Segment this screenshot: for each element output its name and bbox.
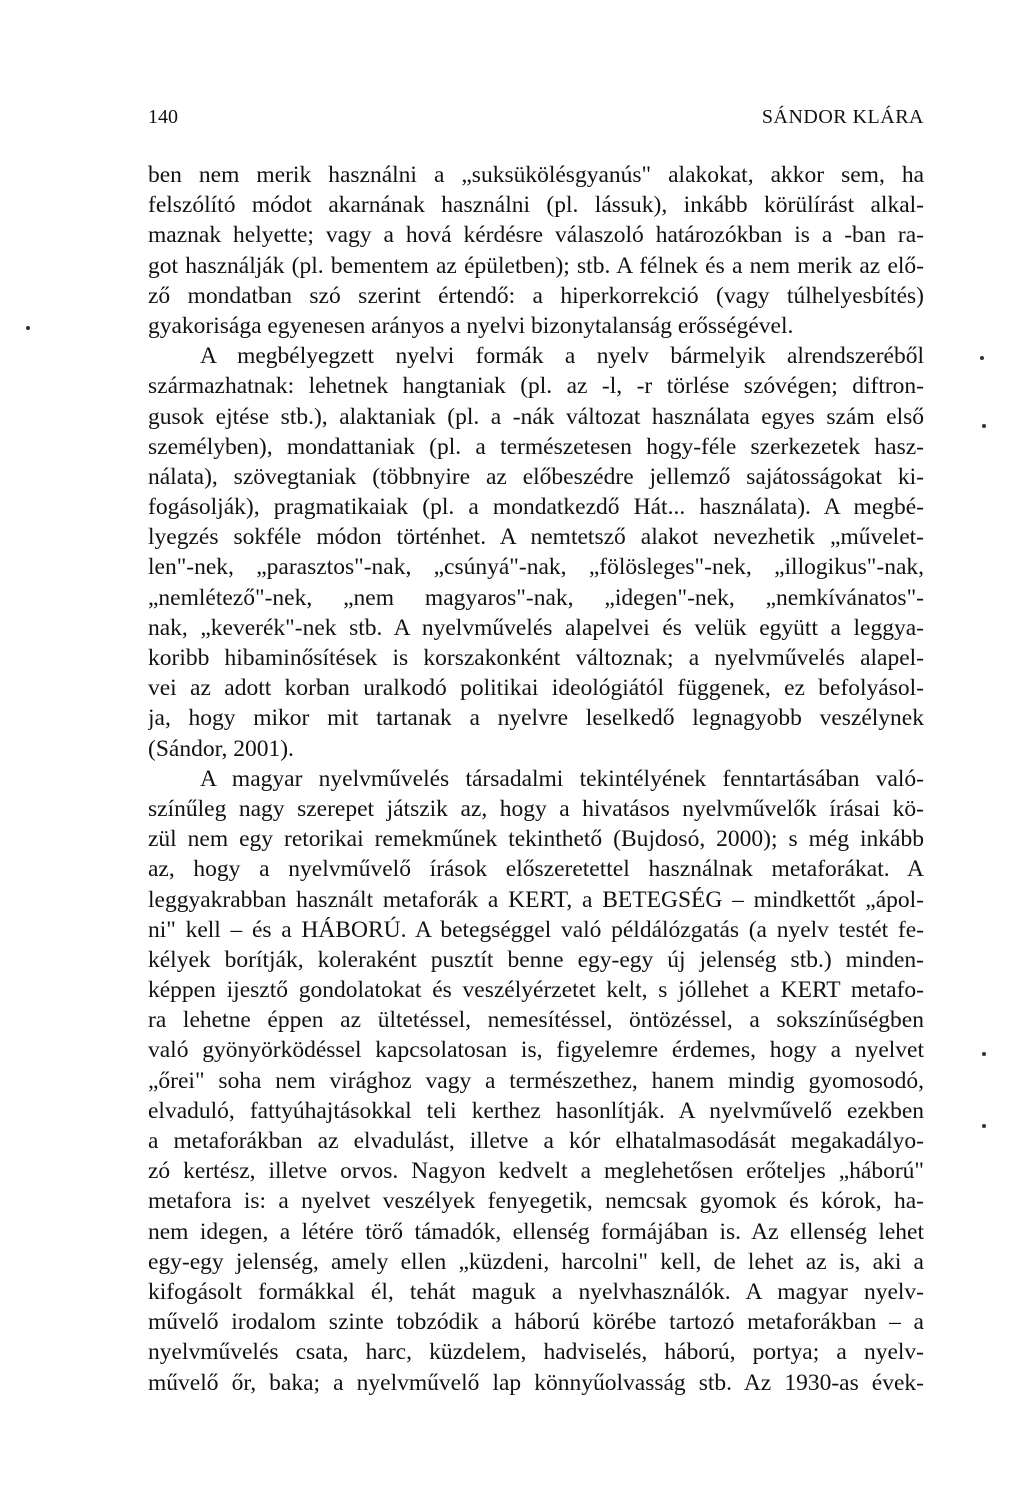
- text-line: származhatnak: lehetnek hangtaniak (pl. az -l, -r törlése szóvégen; diftron-: [148, 373, 924, 400]
- text-line: (Sándor, 2001).: [148, 735, 294, 762]
- text-line: művelő őr, baka; a nyelvművelő lap könnyűolvasság stb. Az 1930-as évek-: [148, 1369, 924, 1396]
- text-line: elvaduló, fattyúhajtásokkal teli kerthez hasonlítják. A nyelvművelő ezekben: [148, 1097, 924, 1124]
- text-line: való gyönyörködéssel kapcsolatosan is, figyelemre érdemes, hogy a nyelvet: [148, 1037, 924, 1064]
- text-line: ja, hogy mikor mit tartanak a nyelvre leselkedő legnagyobb veszélynek: [148, 705, 924, 732]
- text-line: nem idegen, a létére törő támadók, ellenség formájában is. Az ellenség lehet: [148, 1218, 924, 1245]
- text-line: ző mondatban szó szerint értendő: a hiperkorrekció (vagy túlhelyesbítés): [148, 282, 924, 309]
- text-line: kifogásolt formákkal él, tehát maguk a nyelvhasználók. A magyar nyelv-: [148, 1278, 924, 1305]
- text-line: ni" kell – és a HÁBORÚ. A betegséggel való példálózgatás (a nyelv testét fe-: [148, 916, 924, 943]
- text-line: nálata), szövegtaniak (többnyire az előbeszédre jellemző sajátosságokat ki-: [148, 463, 924, 490]
- text-line: művelő irodalom szinte tobzódik a háború körébe tartozó metaforákban – a: [148, 1309, 924, 1336]
- scan-speck: [980, 356, 984, 360]
- text-line: len"-nek, „parasztos"-nak, „csúnyá"-nak, „fölösleges"-nek, „illogikus"-nak,: [148, 554, 924, 581]
- scan-speck: [982, 1052, 986, 1056]
- text-line: személyben), mondattaniak (pl. a természetesen hogy-féle szerkezetek hasz-: [148, 433, 924, 460]
- text-line: vei az adott korban uralkodó politikai ideológiától függenek, ez befolyásol-: [148, 675, 924, 702]
- page-header: [148, 100, 924, 134]
- text-line: kélyek borítják, koleraként pusztít benne egy-egy új jelenség stb.) minden-: [148, 946, 924, 973]
- text-line: maznak helyette; vagy a hová kérdésre válaszoló határozókban is a -ban ra-: [148, 222, 924, 249]
- text-line: nyelvművelés csata, harc, küzdelem, hadviselés, háború, portya; a nyelv-: [148, 1339, 924, 1366]
- text-line: ben nem merik használni a „suksükölésgyanús" alakokat, akkor sem, ha: [148, 162, 924, 188]
- scan-speck: [982, 424, 986, 428]
- text-line: felszólító módot akarnának használni (pl. lássuk), inkább körülírást alkal-: [148, 192, 924, 219]
- text-line: képpen ijesztő gondolatokat és veszélyérzetet kelt, s jóllehet a KERT metafo-: [148, 977, 924, 1004]
- text-line: gusok ejtése stb.), alaktaniak (pl. a -nák változat használata egyes szám első: [148, 403, 924, 430]
- text-line: az, hogy a nyelvművelő írások előszeretettel használnak metaforákat. A: [148, 856, 924, 883]
- text-line: színűleg nagy szerepet játszik az, hogy a hivatásos nyelvművelők írásai kö-: [148, 795, 924, 822]
- text-line: zül nem egy retorikai remekműnek tekinthető (Bujdosó, 2000); s még inkább: [148, 826, 924, 853]
- text-line: a metaforákban az elvadulást, illetve a kór elhatalmasodását megakadályo-: [148, 1128, 924, 1154]
- text-line: metafora is: a nyelvet veszélyek fenyegetik, nemcsak gyomok és kórok, ha-: [148, 1188, 924, 1215]
- page-number: 140: [148, 106, 178, 128]
- text-line: egy-egy jelenség, amely ellen „küzdeni, harcolni" kell, de lehet az is, aki a: [148, 1248, 924, 1275]
- scan-speck: [982, 1124, 986, 1128]
- body-text: [148, 160, 924, 1398]
- text-line: lyegzés sokféle módon történhet. A nemtetsző alakot nevezhetik „művelet-: [148, 524, 924, 551]
- text-line: A magyar nyelvművelés társadalmi tekintélyének fenntartásában való-: [200, 765, 924, 792]
- scan-speck: [26, 326, 30, 330]
- text-line: nak, „keverék"-nek stb. A nyelvművelés alapelvei és velük együtt a leggya-: [148, 614, 924, 641]
- running-head: SÁNDOR KLÁRA: [761, 106, 924, 128]
- text-line: koribb hibaminősítések is korszakonként változnak; a nyelvművelés alapel-: [148, 645, 924, 671]
- text-line: A megbélyegzett nyelvi formák a nyelv bármelyik alrendszeréből: [200, 343, 924, 370]
- text-line: fogásolják), pragmatikaiak (pl. a mondatkezdő Hát... használata). A megbé-: [148, 494, 924, 521]
- text-line: leggyakrabban használt metaforák a KERT, a BETEGSÉG – mindkettőt „ápol-: [148, 886, 924, 913]
- text-line: ra lehetne éppen az ültetéssel, nemesítéssel, öntözéssel, a sokszínűségben: [148, 1007, 924, 1034]
- text-line: „őrei" soha nem virághoz vagy a természethez, hanem mindig gyomosodó,: [148, 1067, 924, 1094]
- text-line: got használják (pl. bementem az épületben); stb. A félnek és a nem merik az elő-: [148, 252, 924, 279]
- text-line: zó kertész, illetve orvos. Nagyon kedvelt a meglehetősen erőteljes „háború": [148, 1158, 924, 1185]
- text-line: „nemlétező"-nek, „nem magyaros"-nak, „idegen"-nek, „nemkívánatos"-: [148, 584, 924, 611]
- text-line: gyakorisága egyenesen arányos a nyelvi bizonytalanság erősségével.: [148, 312, 794, 339]
